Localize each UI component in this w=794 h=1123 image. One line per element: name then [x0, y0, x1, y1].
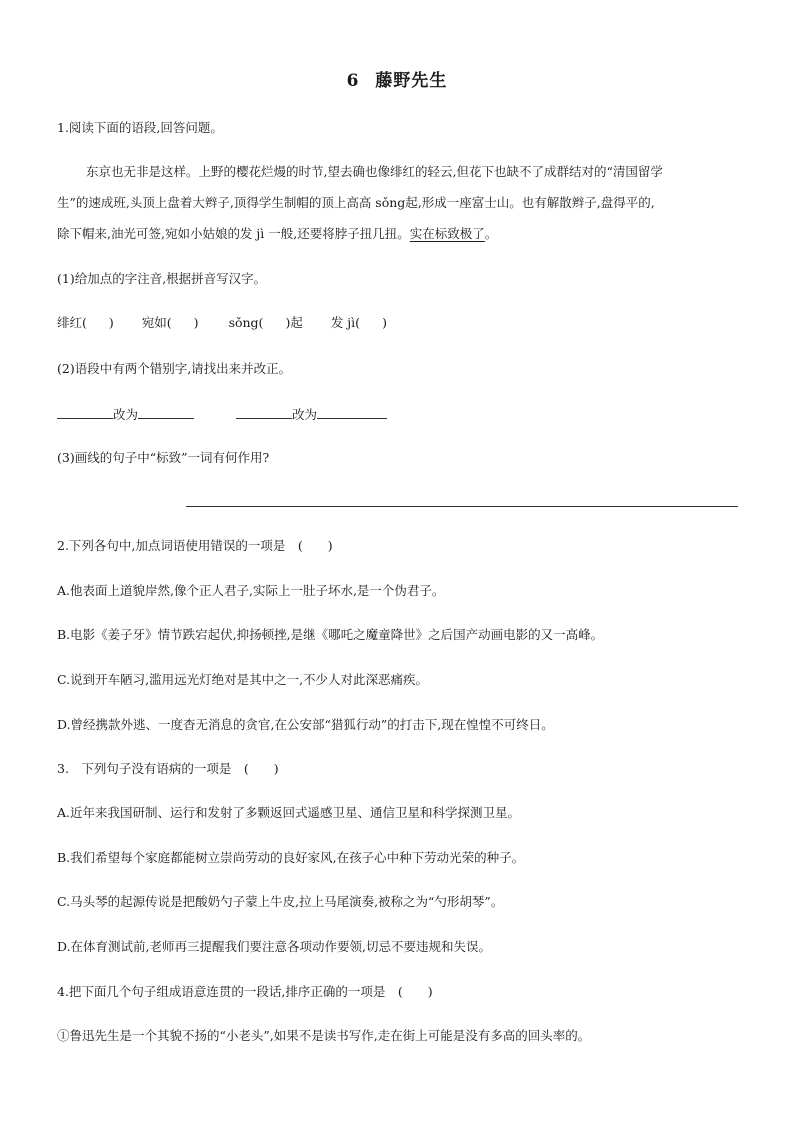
q1-passage-line-3-text: 除下帽来,油光可签,宛如小姑娘的发 jì 一般,还要将脖子扭几扭。	[57, 226, 410, 241]
q1-sub3-prompt: (3)画线的句子中“标致”一词有何作用?	[57, 450, 270, 465]
q3-option-c: C.马头琴的起源传说是把酸奶勺子蒙上牛皮,拉上马尾演奏,被称之为“勺形胡琴”。	[57, 894, 504, 909]
q3-option-b: B.我们希望每个家庭都能树立崇尚劳动的良好家风,在孩子心中种下劳动光荣的种子。	[57, 850, 525, 865]
q3-option-a: A.近年来我国研制、运行和发射了多颗返回式遥感卫星、通信卫星和科学探测卫星。	[57, 805, 521, 820]
q1-sub2-prompt: (2)语段中有两个错别字,请找出来并改正。	[57, 361, 292, 376]
q3-stem: 3. 下列句子没有语病的一项是 ( )	[57, 761, 279, 776]
wrong-char-blank-2[interactable]	[236, 404, 292, 419]
q2-option-d: D.曾经携款外逃、一度杳无消息的贪官,在公安部“猎狐行动”的打击下,现在惶惶不可终日。	[57, 717, 554, 732]
pinyin-item-ji: 发 jì(	[330, 315, 361, 330]
q1-passage-line-3	[57, 225, 497, 243]
q1-sub1-blanks	[57, 314, 387, 332]
q2-option-b: B.电影《姜子牙》情节跌宕起伏,抑扬顿挫,是继《哪吒之魔童降世》之后国产动画电影的又一高峰。	[57, 627, 604, 642]
wrong-char-blank-1[interactable]	[57, 404, 113, 419]
q1-stem: 1.阅读下面的语段,回答问题。	[57, 120, 223, 135]
q1-passage-line-2: 生”的速成班,头顶上盘着大辫子,顶得学生制帽的顶上高高 sǒng起,形成一座富士山。也有解散辫子,盘得平的,	[57, 195, 655, 210]
paren-close-1: )	[108, 315, 114, 330]
q2-option-c: C.说到开车陋习,滥用远光灯绝对是其中之一,不少人对此深恶痛疾。	[57, 672, 429, 687]
pinyin-item-feihong: 绯红(	[57, 315, 87, 330]
lesson-number: 6	[346, 71, 360, 91]
correct-char-blank-2[interactable]	[317, 404, 387, 419]
pinyin-item-song: sǒng(	[228, 315, 264, 330]
q2-option-a: A.他表面上道貌岸然,像个正人君子,实际上一肚子坏水,是一个伪君子。	[57, 583, 445, 598]
paren-close-4: )	[382, 315, 387, 330]
lesson-title: 藤野先生	[375, 71, 448, 91]
q1-sub2-blanks	[57, 404, 387, 424]
q1-passage-line-1: 东京也无非是这样。上野的樱花烂熳的时节,望去确也像绯红的轻云,但花下也缺不了成群结对的“清国留学	[86, 164, 663, 179]
q4-stem: 4.把下面几个句子组成语意连贯的一段话,排序正确的一项是 ( )	[57, 984, 433, 999]
correct-char-blank-1[interactable]	[138, 404, 194, 419]
change-to-label-2: 改为	[292, 407, 318, 422]
pinyin-item-wanru: 宛如(	[141, 315, 172, 330]
period: 。	[484, 226, 498, 241]
q4-item-1: ①鲁迅先生是一个其貌不扬的“小老头”,如果不是读书写作,走在街上可能是没有多高的回头率的。	[57, 1028, 591, 1043]
q3-option-d: D.在体育测试前,老师再三提醒我们要注意各项动作要领,切忌不要违规和失误。	[57, 939, 491, 954]
q2-stem: 2.下列各句中,加点词语使用错误的一项是 ( )	[57, 538, 333, 553]
paren-close-2: )	[193, 315, 199, 330]
q1-sub1-prompt: (1)给加点的字注音,根据拼音写汉字。	[57, 271, 267, 286]
paren-close-3: )起	[285, 315, 303, 330]
page-title	[0, 66, 794, 91]
underlined-sentence: 实在标致极了	[409, 226, 485, 241]
change-to-label-1: 改为	[113, 407, 139, 422]
q1-sub3-answer-line[interactable]	[186, 506, 738, 507]
